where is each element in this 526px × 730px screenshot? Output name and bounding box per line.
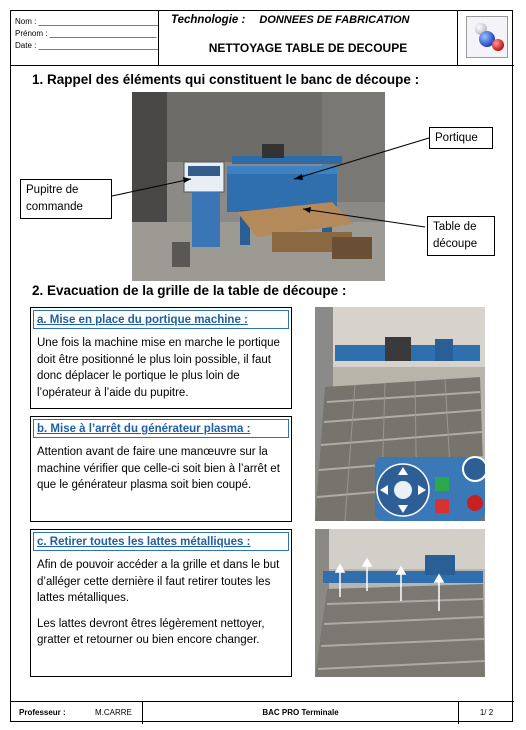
step-b-title-frame	[33, 419, 289, 438]
step-a-box	[30, 307, 292, 409]
callout-portique: Portique	[429, 127, 493, 149]
step-b-box	[30, 416, 292, 522]
callout-table: Table de découpe	[427, 216, 495, 256]
section2-heading: 2. Evacuation de la grille de la table de découpe :	[32, 283, 347, 298]
metal-slats-photo	[315, 529, 485, 677]
step-c-text-2: Les lattes devront êtres légèrement nettoyer, gratter et retourner ou bien encore changer.	[37, 617, 265, 646]
step-b-title: b. Mise à l’arrêt du générateur plasma :	[37, 423, 251, 435]
step-b-text: Attention avant de faire une manœuvre sur la machine vérifier que celle-ci soit bien à l’arrêt et que le générateur plasma soit bien coupé.	[37, 446, 280, 491]
footer	[11, 701, 514, 723]
class-label: BAC PRO Terminale	[262, 708, 339, 717]
name-field[interactable]: Nom : ___________________________	[15, 17, 159, 26]
doc-type-label: DONNEES DE FABRICATION	[259, 14, 410, 26]
step-c-title: c. Retirer toutes les lattes métalliques :	[37, 536, 251, 548]
page-number: 1/ 2	[479, 708, 494, 717]
firstname-field[interactable]: Prénom : ________________________	[15, 29, 157, 38]
step-a-text: Une fois la machine mise en marche le portique doit être positionné le plus loin possible, il faut donc déplacer le portique le plus loin de l’opérateur à l’aide du pupitre.	[37, 337, 280, 399]
step-c-box	[30, 529, 292, 677]
section1-heading: 1. Rappel des éléments qui constituent le banc de découpe :	[32, 72, 420, 87]
step-a-title-frame	[33, 310, 289, 329]
date-field[interactable]: Date : ___________________________	[15, 41, 159, 50]
callout-pupitre: Pupitre de commande	[20, 179, 112, 219]
subject-label: Technologie :	[171, 14, 246, 26]
step-c-text-1: Afin de pouvoir accéder a la grille et dans le but d’alléger cette dernière il faut retirer toutes les lattes métalliques.	[37, 559, 280, 604]
document-title: NETTOYAGE TABLE DE DECOUPE	[208, 41, 408, 55]
step-a-title: a. Mise en place du portique machine :	[37, 314, 248, 326]
gantry-grid-photo	[315, 307, 485, 521]
worksheet-page	[10, 10, 513, 722]
step-c-title-frame	[33, 532, 289, 551]
teacher-label: Professeur :	[19, 708, 66, 717]
teacher-name: M.CARRE	[95, 708, 132, 717]
